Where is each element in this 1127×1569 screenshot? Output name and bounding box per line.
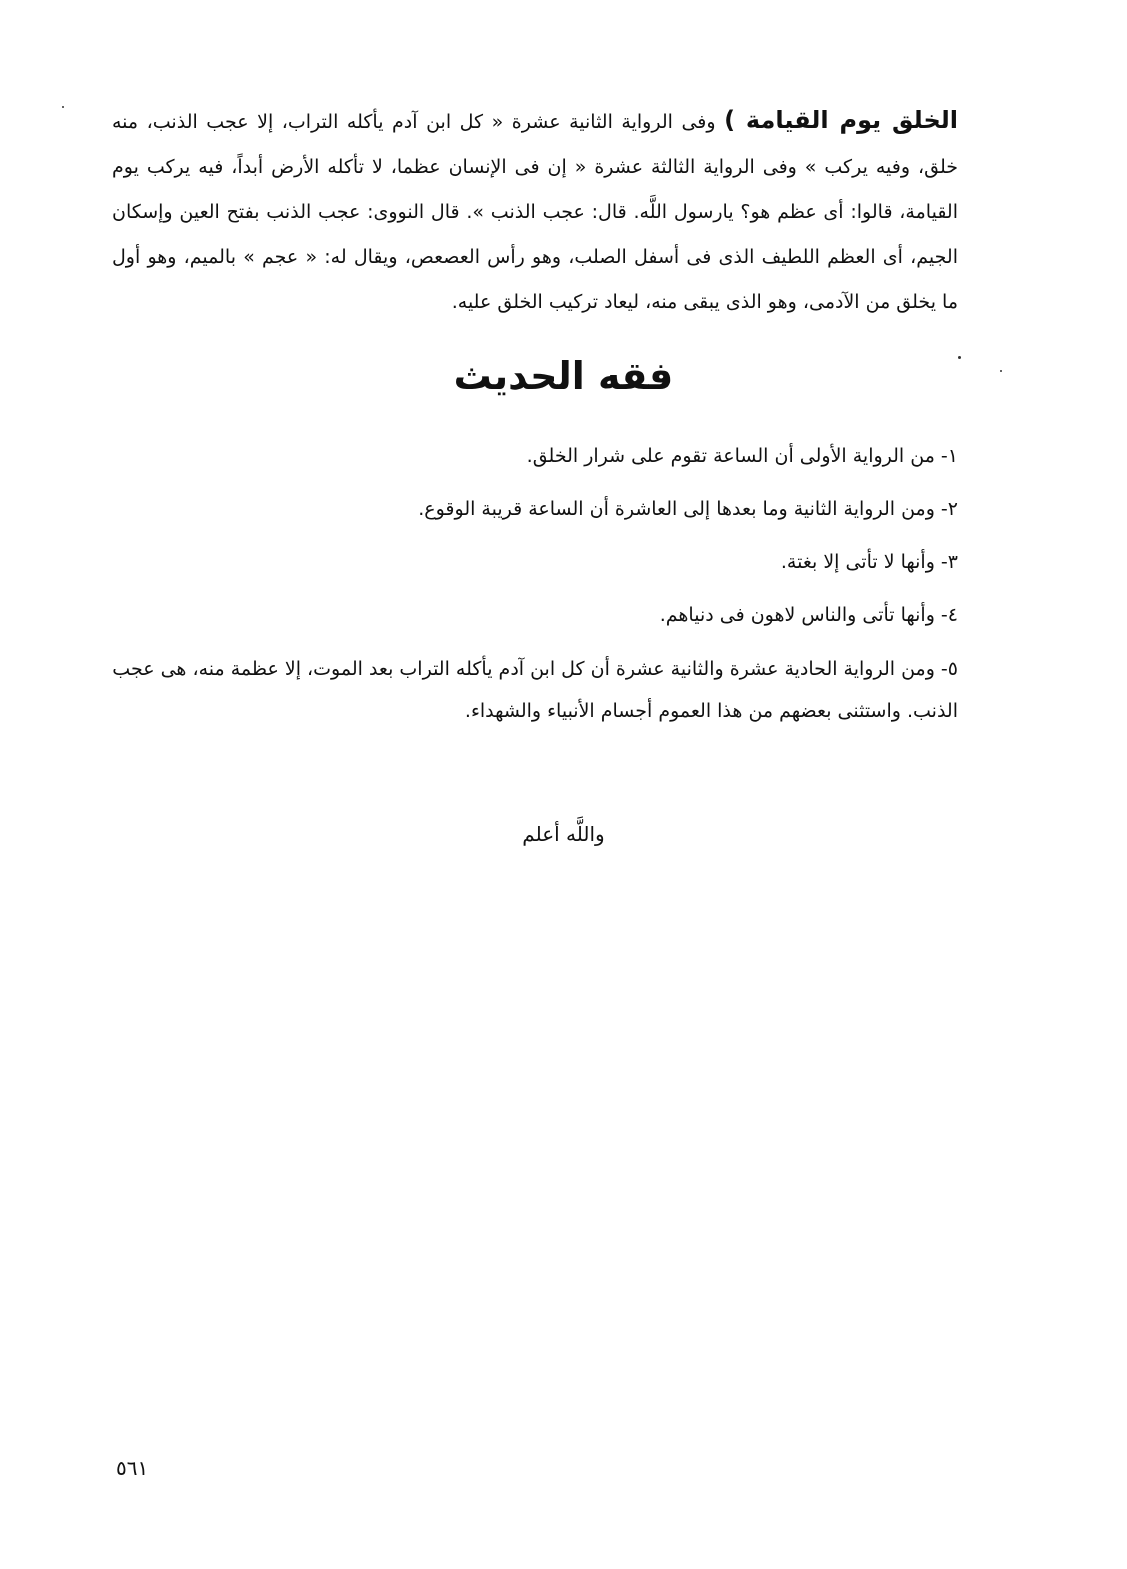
paragraph-body: وفى الرواية الثانية عشرة « كل ابن آدم يأكله التراب، إلا عجب الذنب، منه خلق، وفيه يركب » وفى الرواية الثالثة عشرة « إن فى الإنسان عظما، لا تأكله الأرض أبداً، فيه يركب يوم القيامة، قالوا: أى عظم هو؟ يارسول اللَّه. قال: عجب الذنب ». قال النووى: عجب الذنب بفتح العين وإسكان الجيم، أى العظم اللطيف الذى فى أسفل الصلب، وهو رأس العصعص، ويقال له: « عجم » بالميم، وهو أول ما يخلق من الآدمى، وهو الذى يبقى منه، ليعاد تركيب الخلق عليه. <box>112 111 958 313</box>
section-title: فقه الحديث <box>453 354 674 398</box>
closing-phrase: واللَّه أعلم <box>522 822 605 846</box>
point-item: ٤- وأنها تأتى والناس لاهون فى دنياهم. <box>659 604 958 626</box>
paragraph-lead: الخلق يوم القيامة ) <box>724 106 958 134</box>
hadith-commentary-paragraph <box>112 98 958 325</box>
scan-speck <box>62 106 64 108</box>
point-item: ٥- ومن الرواية الحادية عشرة والثانية عشرة أن كل ابن آدم يأكله التراب بعد الموت، إلا عظمة منه، هى عجب الذنب. واستثنى بعضهم من هذا العموم أجسام الأنبياء والشهداء. <box>112 658 958 722</box>
points-list <box>112 436 958 745</box>
point-item: ٢- ومن الرواية الثانية وما بعدها إلى العاشرة أن الساعة قريبة الوقوع. <box>418 498 958 520</box>
point-item: ٣- وأنها لا تأتى إلا بغتة. <box>780 551 958 573</box>
point-item: ١- من الرواية الأولى أن الساعة تقوم على شرار الخلق. <box>526 445 958 467</box>
page-number: ٥٦١ <box>116 1456 149 1480</box>
